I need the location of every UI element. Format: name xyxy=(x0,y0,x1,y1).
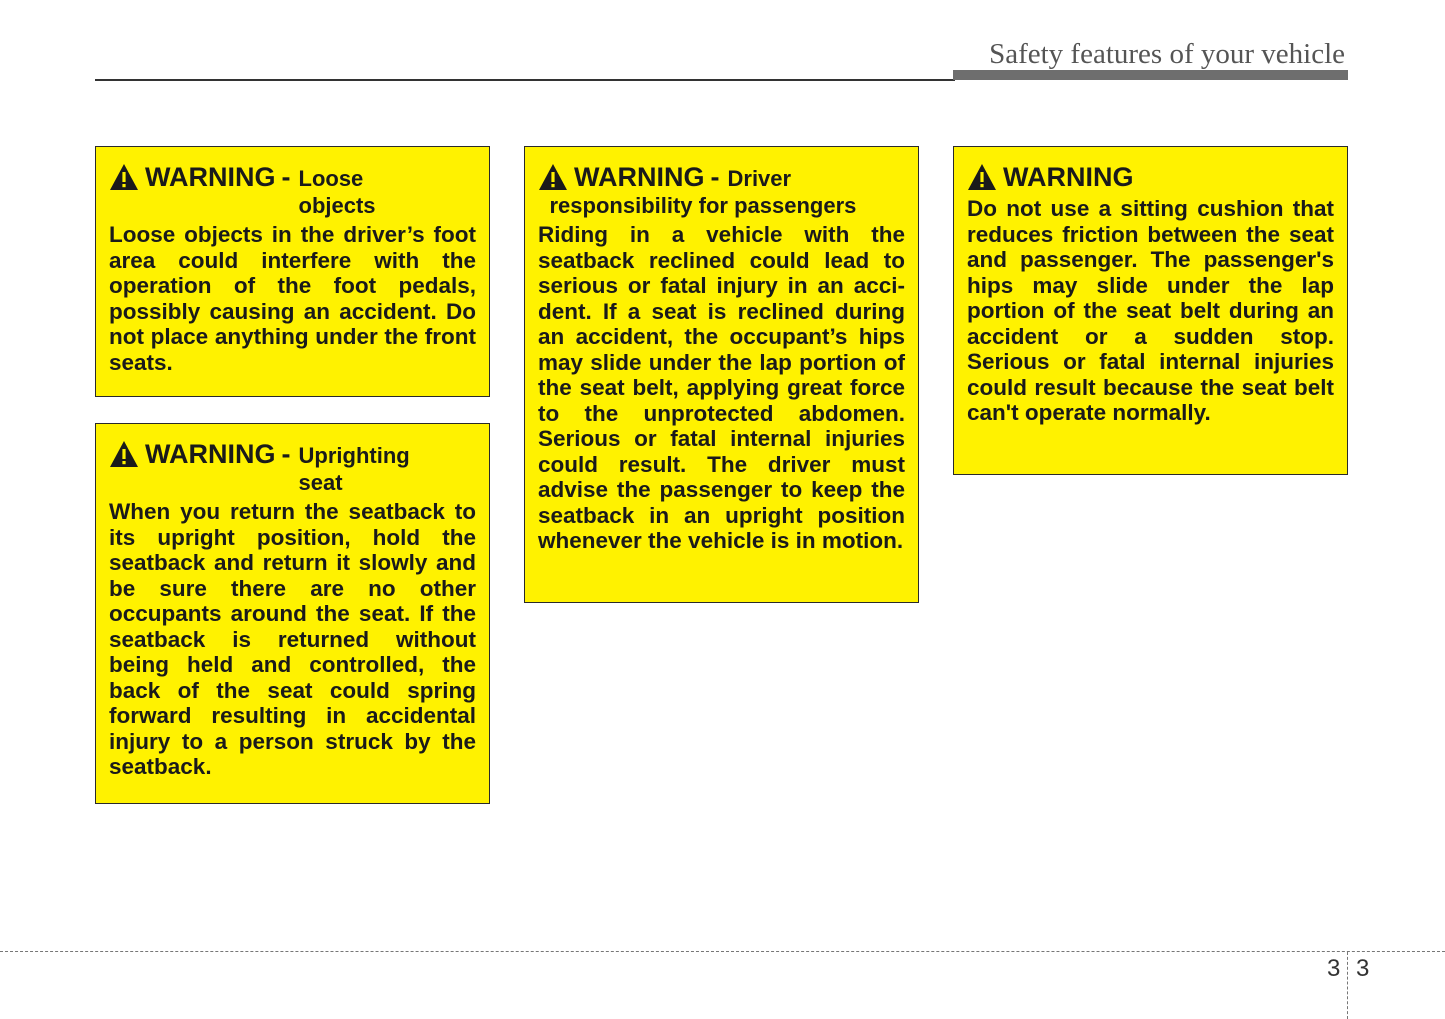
warning-triangle-icon xyxy=(967,163,997,191)
warning-triangle-icon xyxy=(109,440,139,468)
warning-subtitle-line1: Driver xyxy=(727,166,792,191)
footer-dashed-rule xyxy=(0,951,1445,952)
warning-triangle-icon xyxy=(538,163,568,191)
warning-box-uprighting-seat xyxy=(95,423,490,804)
warning-label: WARNING xyxy=(145,439,276,469)
warning-subtitle-line2: responsibility for passengers xyxy=(549,193,857,218)
warning-box-sitting-cushion xyxy=(953,146,1348,475)
warning-subtitle xyxy=(299,161,459,219)
warning-dash: - xyxy=(281,162,291,192)
warning-body: Do not use a sitting cushion that reduces friction between the seat and passenger. The passenger's hips may slide under the lap portion of the seat belt during an accident or a sudden stop. Serious or fatal internal injuries could result because the seat belt can't operate normally. xyxy=(967,196,1334,425)
warning-box-driver-responsibility xyxy=(524,146,919,603)
warning-body: When you return the seatback to its upright position, hold the seatback and return it slowly and be sure there are no other occupants around the seat. If the seatback is returned without being held and controlled, the back of the seat could spring forward resulting in accidental injury to a person struck by the seatback. xyxy=(109,499,476,779)
warning-box-loose-objects xyxy=(95,146,490,397)
chapter-number: 3 xyxy=(1327,955,1341,982)
warning-heading xyxy=(109,161,476,219)
warning-label: WARNING xyxy=(145,162,276,192)
warning-subtitle-line1: Uprighting xyxy=(298,443,410,468)
warning-body: Riding in a vehicle with the seatback reclined could lead to serious or fatal injury in an accident. If a seat is reclined during an accident, the occupant’s hips may slide under the lap portion of the seat belt, applying great force to the unprotected abdomen. Serious or fatal internal injuries could result. The driver must advise the passenger to keep the seatback in an upright position whenever the vehicle is in motion. xyxy=(538,222,905,553)
warning-subtitle-line2: objects xyxy=(298,193,376,218)
header-rule xyxy=(95,79,955,81)
warning-body: Loose objects in the driver’s foot area could interfere with the operation of the foot pedals, possibly causing an accident. Do not place anything under the front seats. xyxy=(109,222,476,375)
page-number: 3 xyxy=(1356,955,1370,982)
warning-subtitle xyxy=(299,438,459,496)
warning-dash: - xyxy=(710,162,720,192)
warning-heading xyxy=(967,161,1334,193)
section-title: Safety features of your vehicle xyxy=(989,38,1345,70)
warning-subtitle-line1: Loose xyxy=(298,166,364,191)
warning-heading xyxy=(109,438,476,496)
warning-label: WARNING xyxy=(1003,162,1134,192)
warning-subtitle-line2: seat xyxy=(298,470,343,495)
warning-heading xyxy=(538,161,905,219)
warning-dash: - xyxy=(281,439,291,469)
header-accent-bar xyxy=(953,70,1348,80)
warning-triangle-icon xyxy=(109,163,139,191)
footer-page-divider xyxy=(1347,952,1348,1019)
warning-label: WARNING xyxy=(574,162,705,192)
